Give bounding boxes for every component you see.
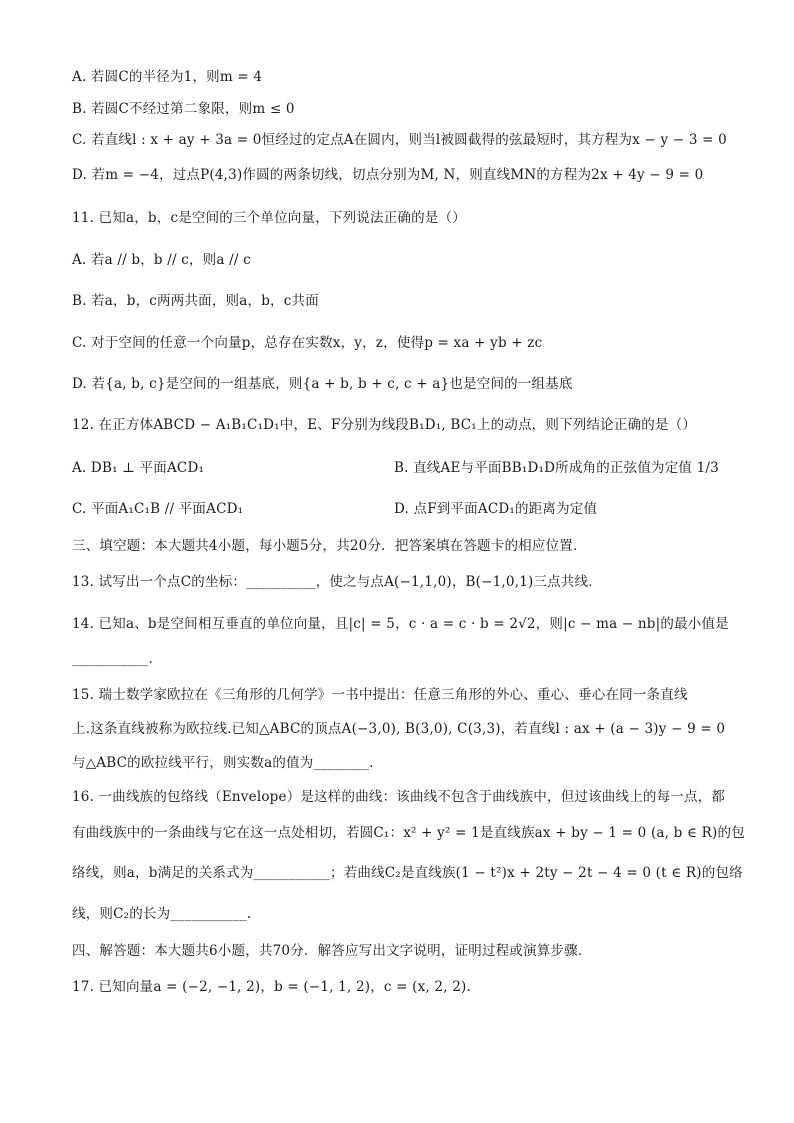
question-16-line-1: 16. 一曲线族的包络线（Envelope）是这样的曲线：该曲线不包含于曲线族中，但过该曲线上的每一点，都 (72, 789, 726, 805)
question-11: 11. 已知a，b，c是空间的三个单位向量，下列说法正确的是（） (72, 210, 466, 226)
question-12: 12. 在正方体ABCD − A₁B₁C₁D₁中，E、F分别为线段B₁D₁, BC₁上的动点，则下列结论正确的是（） (72, 417, 697, 433)
question-17: 17. 已知向量a = (−2, −1, 2)，b = (−1, 1, 2)，c = (x, 2, 2). (72, 979, 471, 995)
option-10d: D. 若m = −4，过点P(4,3)作圆的两条切线，切点分别为M, N，则直线MN的方程为2x + 4y − 9 = 0 (72, 167, 704, 183)
option-12a: A. DB₁ ⊥ 平面ACD₁ (72, 460, 205, 476)
question-16-line-2: 有曲线族中的一条曲线与它在这一点处相切，若圆C₁：x² + y² = 1是直线族ax + by − 1 = 0 (a, b ∈ R)的包 (72, 825, 745, 841)
option-11c: C. 对于空间的任意一个向量p，总存在实数x，y，z，使得p = xa + yb + zc (72, 335, 543, 351)
option-11d: D. 若{a, b, c}是空间的一组基底，则{a + b, b + c, c + a}也是空间的一组基底 (72, 376, 573, 392)
question-14-blank: ___________. (72, 651, 153, 667)
question-14: 14. 已知a、b是空间相互垂直的单位向量，且|c| = 5，c · a = c · b = 2√2，则|c − ma − nb|的最小值是 (72, 616, 729, 632)
option-12b: B. 直线AE与平面BB₁D₁D所成角的正弦值为定值 1/3 (394, 460, 719, 476)
section-4-heading: 四、解答题：本大题共6小题，共70分．解答应写出文字说明，证明过程或演算步骤． (72, 943, 592, 959)
option-10c: C. 若直线l : x + ay + 3a = 0恒经过的定点A在圆内，则当l被圆截得的弦最短时，其方程为x − y − 3 = 0 (72, 132, 727, 148)
option-10a: A. 若圆C的半径为1，则m = 4 (72, 69, 263, 85)
section-3-heading: 三、填空题：本大题共4小题，每小题5分，共20分．把答案填在答题卡的相应位置． (72, 538, 587, 554)
option-12c: C. 平面A₁C₁B // 平面ACD₁ (72, 501, 244, 517)
option-10b: B. 若圆C不经过第二象限，则m ≤ 0 (72, 101, 295, 117)
question-15-line-1: 15. 瑞士数学家欧拉在《三角形的几何学》一书中提出：任意三角形的外心、重心、垂心在同一条直线 (72, 687, 688, 703)
question-15-line-3: 与△ABC的欧拉线平行，则实数a的值为________. (72, 755, 374, 771)
option-11b: B. 若a，b，c两两共面，则a，b，c共面 (72, 293, 319, 309)
option-12d: D. 点F到平面ACD₁的距离为定值 (394, 501, 598, 517)
question-16-line-4: 线，则C₂的长为___________. (72, 906, 252, 922)
option-11a: A. 若a // b，b // c，则a // c (72, 252, 251, 268)
question-13: 13. 试写出一个点C的坐标：__________，使之与点A(−1,1,0)，B(−1,0,1)三点共线． (72, 574, 602, 590)
question-16-line-3: 络线，则a，b满足的关系式为___________；若曲线C₂是直线族(1 − t²)x + 2ty − 2t − 4 = 0 (t ∈ R)的包络 (72, 865, 743, 881)
question-15-line-2: 上.这条直线被称为欧拉线.已知△ABC的顶点A(−3,0), B(3,0), C(3,3)，若直线l : ax + (a − 3)y − 9 = 0 (72, 721, 726, 737)
